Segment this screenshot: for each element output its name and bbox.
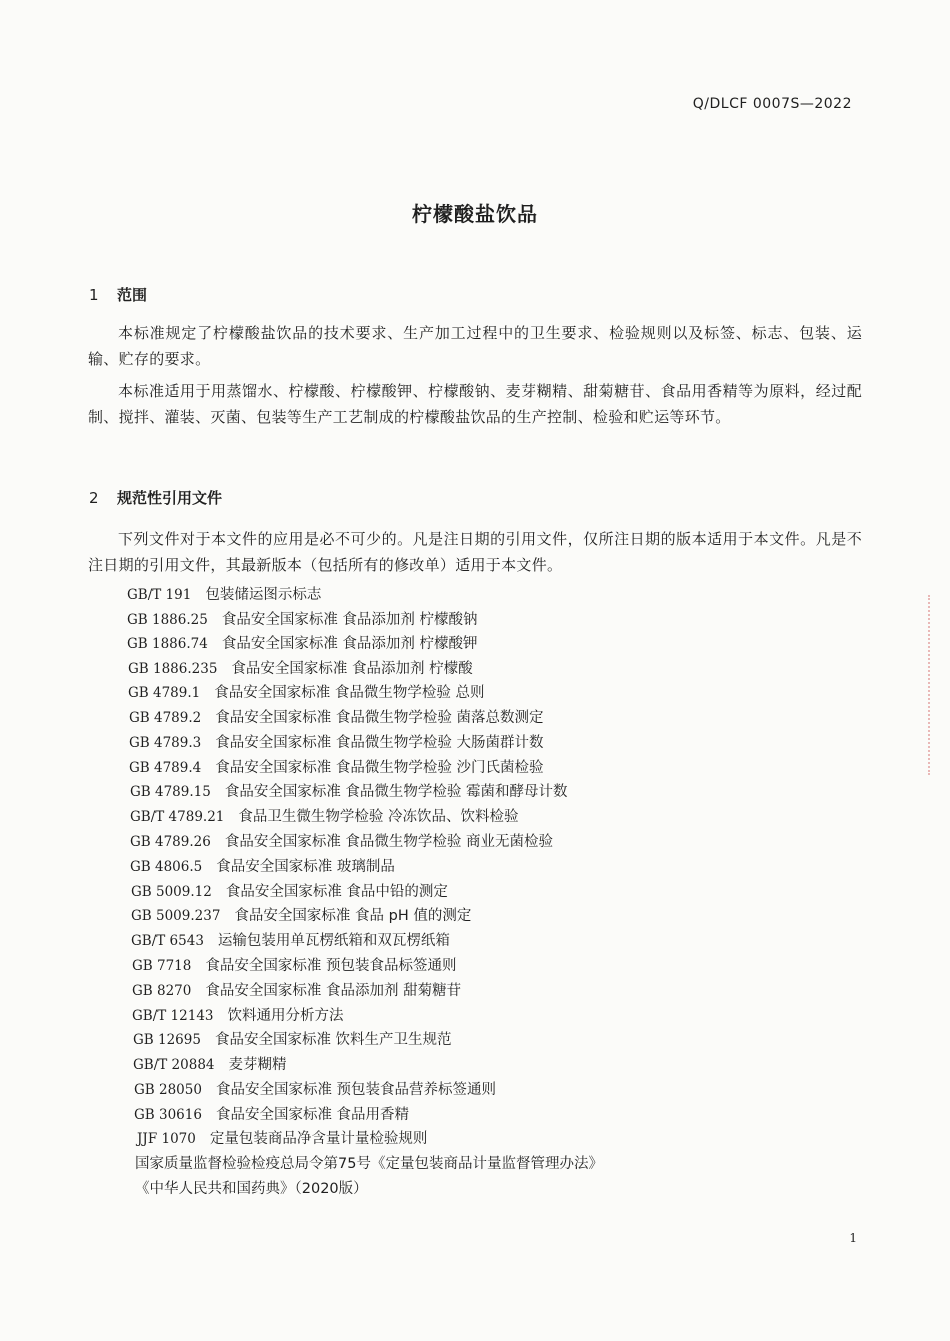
reference-item: GB 12695 食品安全国家标准 饮料生产卫生规范 [133, 1032, 452, 1048]
reference-item: GB/T 4789.21 食品卫生微生物学检验 冷冻饮品、饮料检验 [130, 809, 519, 825]
reference-item: GB 1886.74 食品安全国家标准 食品添加剂 柠檬酸钾 [127, 636, 478, 652]
scope-paragraph-2: 本标准适用于用蒸馏水、柠檬酸、柠檬酸钾、柠檬酸钠、麦芽糊精、甜菊糖苷、食品用香精等为原料，经过配制、搅拌、灌装、灭菌、包装等生产工艺制成的柠檬酸盐饮品的生产控制、检验和贮运等环节。 [88, 382, 862, 426]
reference-item: GB 4789.1 食品安全国家标准 食品微生物学检验 总则 [128, 685, 485, 701]
reference-item: GB 4789.3 食品安全国家标准 食品微生物学检验 大肠菌群计数 [129, 735, 544, 751]
reference-list [0, 582, 950, 1222]
reference-item: GB 4806.5 食品安全国家标准 玻璃制品 [130, 859, 395, 875]
reference-item: GB 4789.26 食品安全国家标准 食品微生物学检验 商业无菌检验 [130, 834, 554, 850]
reference-item: GB 4789.4 食品安全国家标准 食品微生物学检验 沙门氏菌检验 [129, 760, 544, 776]
reference-item: 国家质量监督检验检疫总局令第75号《定量包装商品计量监督管理办法》 [135, 1156, 603, 1172]
section-1-heading [89, 284, 147, 305]
reference-item: GB 8270 食品安全国家标准 食品添加剂 甜菊糖苷 [132, 983, 462, 999]
reference-item: 《中华人民共和国药典》（2020版） [135, 1181, 368, 1197]
page-number: 1 [849, 1231, 857, 1245]
section-1-number: 1 [89, 286, 99, 304]
reference-item: GB 5009.237 食品安全国家标准 食品 pH 值的测定 [131, 908, 472, 924]
section-2-heading [89, 487, 222, 508]
seal-edge-mark [928, 595, 950, 775]
reference-item: GB 5009.12 食品安全国家标准 食品中铅的测定 [131, 884, 448, 900]
reference-item: JJF 1070 定量包装商品净含量计量检验规则 [137, 1131, 428, 1147]
standard-code: Q/DLCF 0007S—2022 [692, 96, 852, 112]
reference-item: GB/T 12143 饮料通用分析方法 [132, 1008, 344, 1024]
reference-item: GB 1886.25 食品安全国家标准 食品添加剂 柠檬酸钠 [127, 612, 478, 628]
document-title: 柠檬酸盐饮品 [412, 202, 538, 226]
reference-item: GB/T 20884 麦芽糊精 [133, 1057, 287, 1073]
section-2-number: 2 [89, 489, 99, 507]
reference-item: GB 28050 食品安全国家标准 预包装食品营养标签通则 [134, 1082, 497, 1098]
reference-item: GB/T 191 包装储运图示标志 [127, 587, 322, 603]
reference-item: GB 4789.15 食品安全国家标准 食品微生物学检验 霉菌和酵母计数 [130, 784, 568, 800]
section-1-title: 范围 [117, 286, 148, 304]
normative-intro: 下列文件对于本文件的应用是必不可少的。凡是注日期的引用文件，仅所注日期的版本适用于本文件。凡是不注日期的引用文件，其最新版本（包括所有的修改单）适用于本文件。 [88, 530, 862, 574]
reference-item: GB/T 6543 运输包装用单瓦楞纸箱和双瓦楞纸箱 [131, 933, 450, 949]
reference-item: GB 30616 食品安全国家标准 食品用香精 [134, 1107, 410, 1123]
reference-item: GB 7718 食品安全国家标准 预包装食品标签通则 [132, 958, 457, 974]
reference-item: GB 4789.2 食品安全国家标准 食品微生物学检验 菌落总数测定 [129, 710, 544, 726]
scope-paragraph-1: 本标准规定了柠檬酸盐饮品的技术要求、生产加工过程中的卫生要求、检验规则以及标签、标志、包装、运输、贮存的要求。 [88, 324, 862, 368]
reference-item: GB 1886.235 食品安全国家标准 食品添加剂 柠檬酸 [128, 661, 473, 677]
section-2-title: 规范性引用文件 [117, 489, 223, 507]
